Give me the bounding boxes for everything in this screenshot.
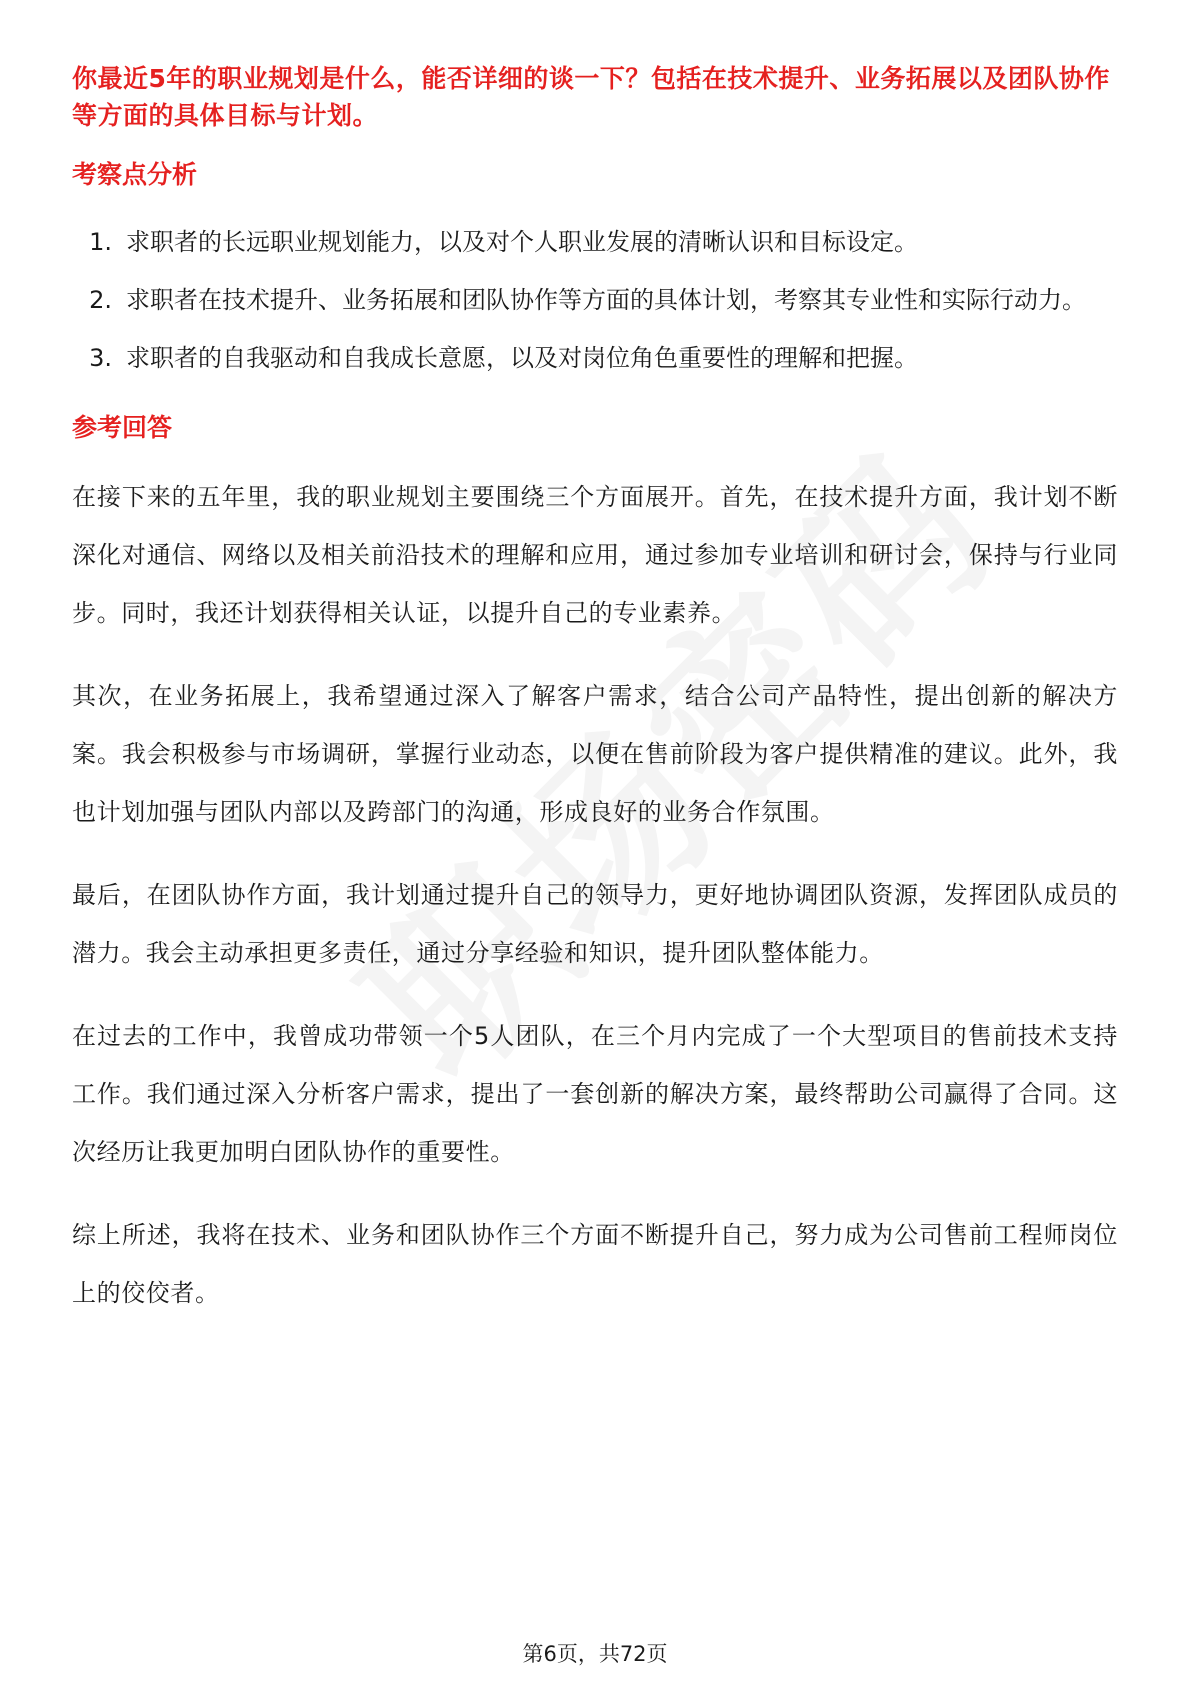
page-footer: 第6页，共72页 bbox=[522, 1642, 668, 1666]
answer-paragraph: 综上所述，我将在技术、业务和团队协作三个方面不断提升自己，努力成为公司售前工程师岗位上的佼佼者。 bbox=[72, 1221, 1118, 1307]
answer-paragraph: 在接下来的五年里，我的职业规划主要围绕三个方面展开。首先，在技术提升方面，我计划不断深化对通信、网络以及相关前沿技术的理解和应用，通过参加专业培训和研讨会，保持与行业同步。同时，我还计划获得相关认证，以提升自己的专业素养。 bbox=[72, 483, 1118, 627]
content-area bbox=[72, 60, 1118, 1347]
point-number: 1. bbox=[89, 228, 112, 256]
point-text: 求职者的长远职业规划能力，以及对个人职业发展的清晰认识和目标设定。 bbox=[126, 228, 918, 256]
analysis-points-list bbox=[72, 213, 1118, 387]
analysis-title: 考察点分析 bbox=[72, 160, 198, 189]
analysis-point bbox=[72, 213, 1118, 271]
answer-paragraph: 其次，在业务拓展上，我希望通过深入了解客户需求，结合公司产品特性，提出创新的解决方案。我会积极参与市场调研，掌握行业动态，以便在售前阶段为客户提供精准的建议。此外，我也计划加强与团队内部以及跨部门的沟通，形成良好的业务合作氛围。 bbox=[72, 682, 1118, 826]
point-text: 求职者的自我驱动和自我成长意愿，以及对岗位角色重要性的理解和把握。 bbox=[126, 344, 918, 372]
answer-title: 参考回答 bbox=[72, 413, 173, 442]
point-text: 求职者在技术提升、业务拓展和团队协作等方面的具体计划，考察其专业性和实际行动力。 bbox=[126, 286, 1086, 314]
point-number: 3. bbox=[89, 344, 112, 372]
answer-paragraph: 在过去的工作中，我曾成功带领一个5人团队，在三个月内完成了一个大型项目的售前技术支持工作。我们通过深入分析客户需求，提出了一套创新的解决方案，最终帮助公司赢得了合同。这次经历让我更加明白团队协作的重要性。 bbox=[72, 1022, 1118, 1166]
analysis-point bbox=[72, 329, 1118, 387]
analysis-point bbox=[72, 271, 1118, 329]
question-heading: 你最近5年的职业规划是什么，能否详细的谈一下？包括在技术提升、业务拓展以及团队协作等方面的具体目标与计划。 bbox=[72, 64, 1110, 130]
point-number: 2. bbox=[89, 286, 112, 314]
answer-paragraph: 最后，在团队协作方面，我计划通过提升自己的领导力，更好地协调团队资源，发挥团队成员的潜力。我会主动承担更多责任，通过分享经验和知识，提升团队整体能力。 bbox=[72, 881, 1118, 967]
